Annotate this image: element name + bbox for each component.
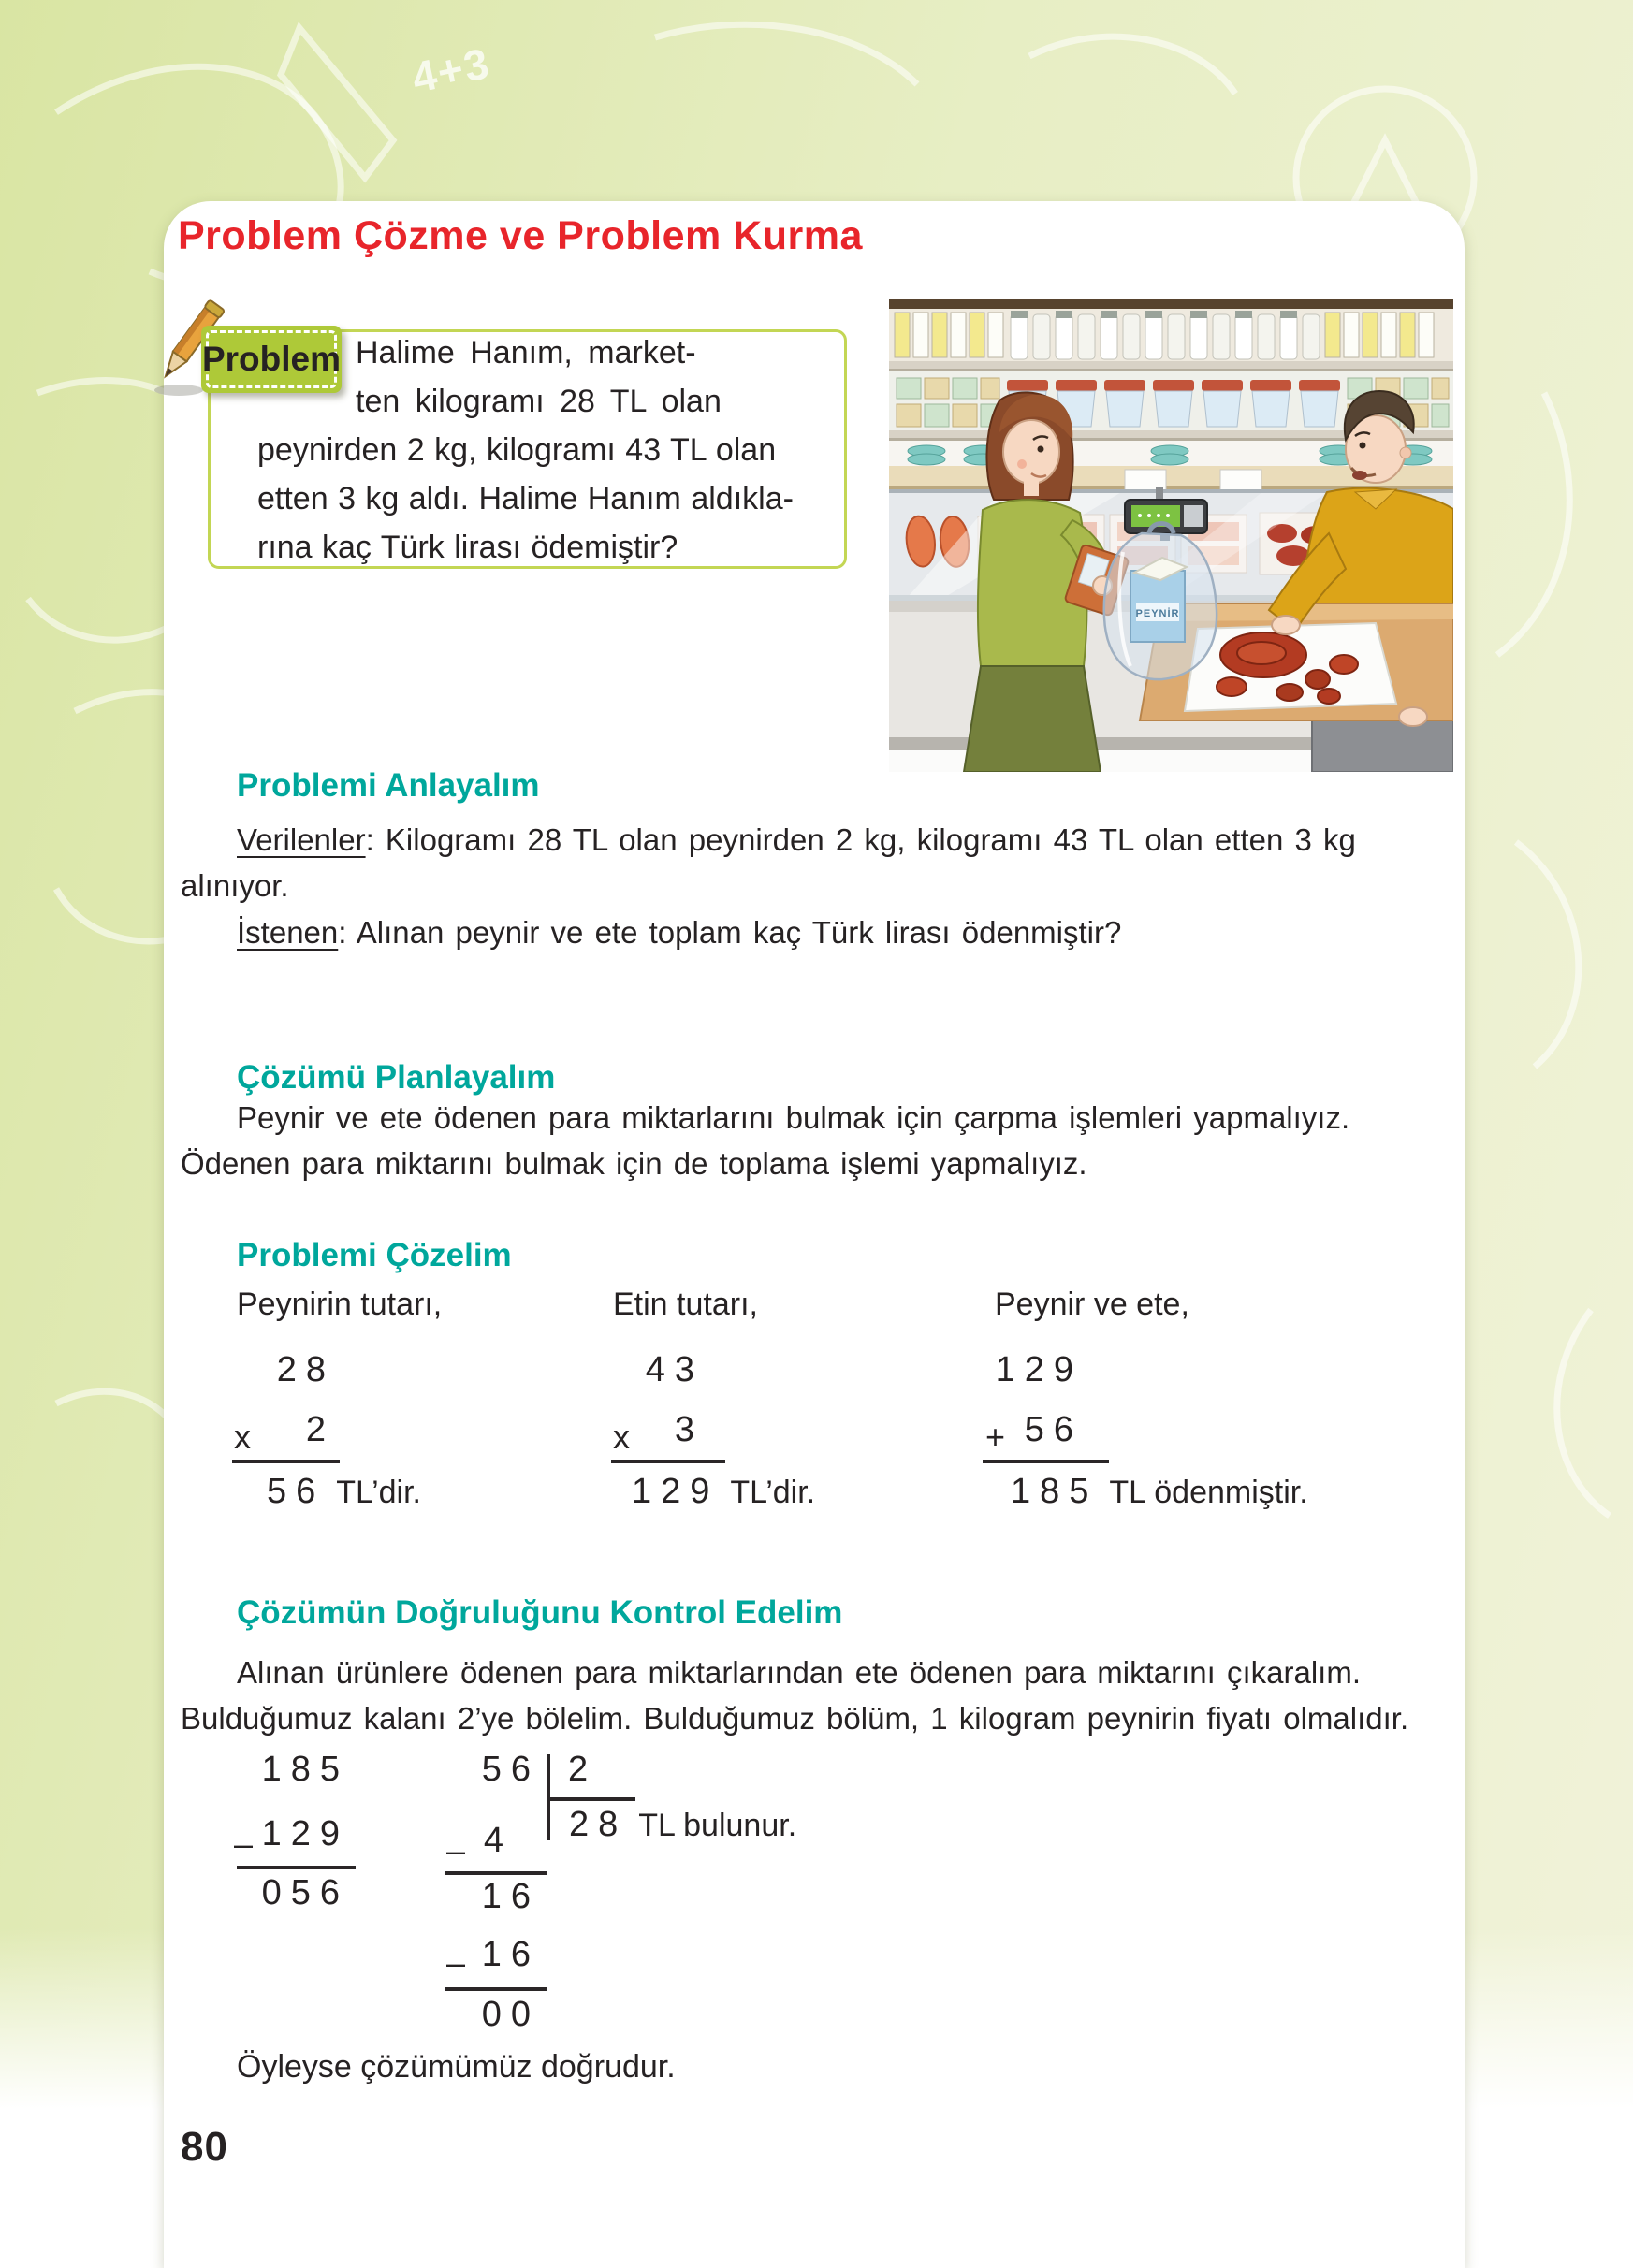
market-illustration — [889, 299, 1453, 772]
section-heading-plan: Çözümü Planlayalım — [237, 1059, 556, 1096]
div-divisor: 2 — [568, 1750, 598, 1789]
add-result: 185 TL ödenmiştir. — [1011, 1472, 1308, 1511]
div-step1-operator: – — [446, 1831, 466, 1869]
section-heading-solve: Problemi Çözelim — [237, 1237, 512, 1273]
mult2-top: 43 — [645, 1350, 704, 1389]
wanted-paragraph: İstenen: Alınan peynir ve ete toplam kaç Türk lirası ödenmiştir? — [237, 915, 1122, 950]
add-rule — [983, 1460, 1109, 1463]
plan-paragraph: Peynir ve ete ödenen para miktarlarını bulmak için çarpma işlemleri yapmalıyız. Ödenen para miktarını bulmak için de toplama işlemi yapmalıyız. — [181, 1100, 1350, 1181]
problem-badge-label: Problem — [201, 340, 342, 378]
sub-minuend: 185 — [261, 1750, 349, 1789]
mult2-result: 129 TL’dir. — [632, 1472, 816, 1511]
page-number: 80 — [181, 2124, 228, 2170]
sub-result: 056 — [261, 1873, 349, 1912]
div-step3-operator: – — [446, 1943, 466, 1982]
mult1-top: 28 — [276, 1350, 335, 1389]
add-top: 129 — [995, 1350, 1083, 1389]
mult2-rule — [611, 1460, 725, 1463]
sub-subtrahend: 129 — [261, 1814, 349, 1854]
page-title: Problem Çözme ve Problem Kurma — [178, 213, 863, 258]
column-label-meat: Etin tutarı, — [613, 1287, 758, 1322]
div-step3: 16 — [481, 1935, 540, 1974]
mult1-operator: x — [234, 1418, 251, 1456]
div-step1: 4 — [483, 1821, 513, 1860]
problem-text-bottom: peynirden 2 kg, kilogramı 43 TL olan etten 3 kg aldı. Halime Hanım aldıkla- rına kaç Türk lirası ödemiştir? — [257, 432, 794, 565]
check-paragraph: Alınan ürünlere ödenen para miktarlarından ete ödenen para miktarını çıkaralım. Bulduğumuz kalanı 2’ye bölelim. Bulduğumuz bölüm, 1 kilogram peynirin fiyatı olmalıdır. — [181, 1655, 1409, 1736]
div-step2: 16 — [481, 1877, 540, 1916]
conclusion-text: Öyleyse çözümümüz doğrudur. — [237, 2049, 676, 2085]
mult1-rule — [232, 1460, 340, 1463]
problem-badge — [201, 326, 342, 393]
mult1-bottom: 2 — [305, 1410, 335, 1449]
add-bottom: 56 — [1024, 1410, 1083, 1449]
doodle-math-text: 4+3 — [407, 37, 495, 103]
mult2-operator: x — [613, 1418, 630, 1456]
section-heading-check: Çözümün Doğruluğunu Kontrol Edelim — [237, 1594, 843, 1631]
section-heading-understand: Problemi Anlayalım — [237, 767, 540, 804]
mult1-result: 56 TL’dir. — [267, 1472, 421, 1511]
sub-rule — [237, 1866, 356, 1869]
sub-operator: – — [234, 1825, 254, 1863]
div-quotient: 28 TL bulunur. — [569, 1805, 797, 1844]
column-label-cheese: Peynirin tutarı, — [237, 1287, 443, 1322]
column-label-total: Peynir ve ete, — [995, 1287, 1189, 1322]
add-operator: + — [985, 1418, 1006, 1456]
div-rule1 — [445, 1871, 547, 1875]
cheese-box — [1130, 558, 1187, 642]
div-rule2 — [445, 1987, 547, 1991]
div-remainder: 00 — [481, 1995, 540, 2034]
div-dividend: 56 — [481, 1750, 540, 1789]
mult2-bottom: 3 — [674, 1410, 704, 1449]
given-paragraph: Verilenler: Kilogramı 28 TL olan peynirden 2 kg, kilogramı 43 TL olan etten 3 kg alınıyor. — [181, 822, 1356, 903]
page-card — [164, 201, 1465, 2268]
div-horizontal-rule — [549, 1797, 635, 1801]
problem-text-top: Halime Hanım, market- ten kilogramı 28 TL olan — [356, 335, 722, 419]
cheese-box-label: PEYNİR — [1135, 608, 1180, 619]
